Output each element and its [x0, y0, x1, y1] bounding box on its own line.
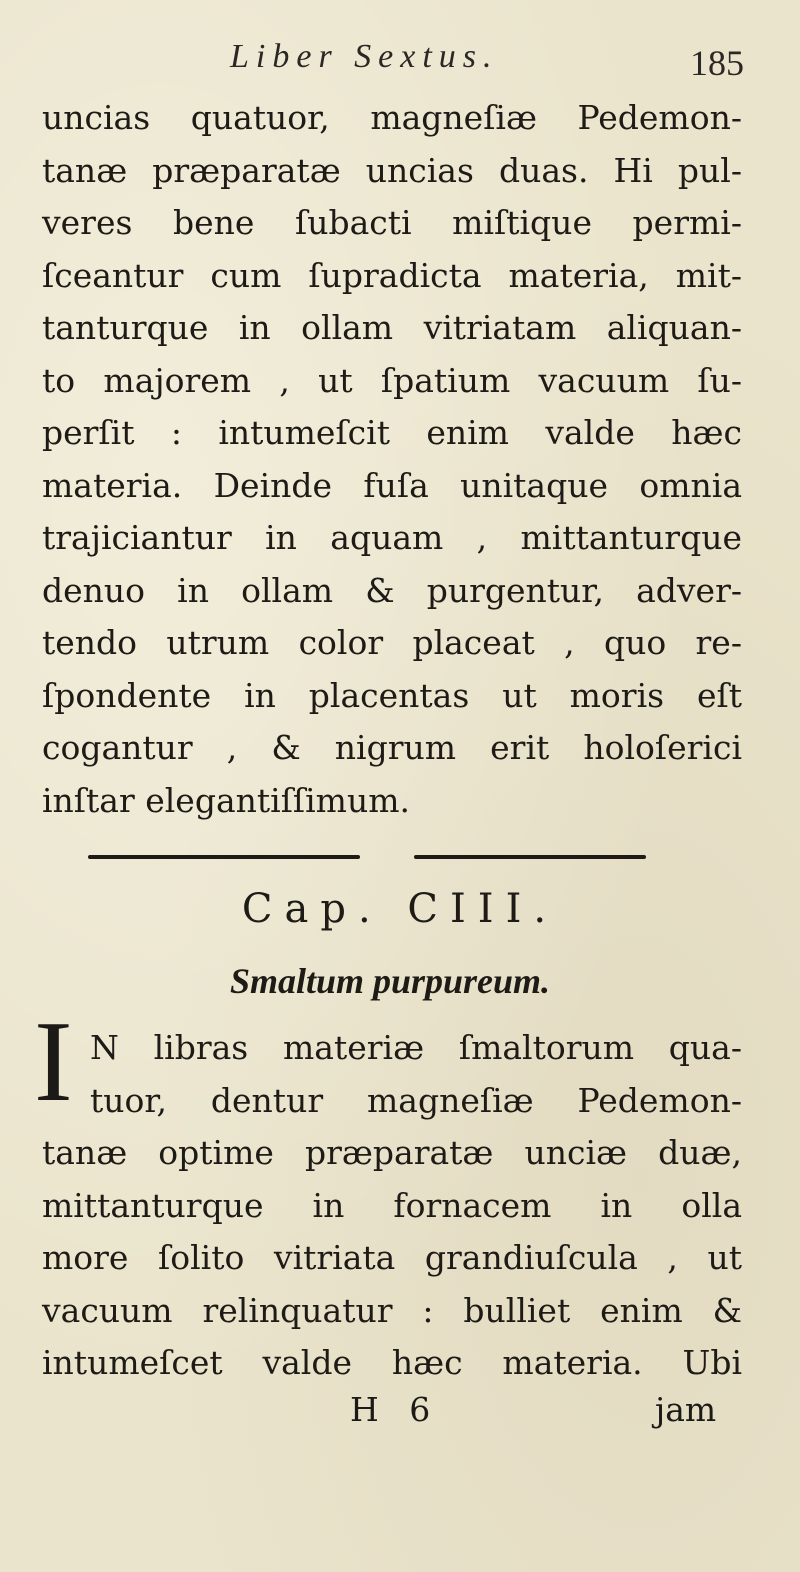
- text-line: materia. Deinde fuſa unitaque omnia: [42, 465, 742, 505]
- text-line: tanæ præparatæ uncias duas. Hi pul-: [42, 150, 742, 190]
- chapter-subtitle: Smaltum purpureum.: [229, 961, 551, 1001]
- text-line: uncias quatuor, magneſiæ Pedemon-: [42, 98, 742, 137]
- text-line: N libras materiæ ſmaltorum qua-: [90, 1028, 742, 1067]
- text-line: inſtar elegantiſſimum.: [42, 780, 411, 820]
- text-line: more ſolito vitriata grandiuſcula , ut: [42, 1238, 742, 1277]
- text-line: ſceantur cum ſupradicta materia, mit-: [42, 255, 742, 295]
- catchword: jam: [655, 1390, 717, 1429]
- text-line: to majorem , ut ſpatium vacuum ſu-: [42, 360, 742, 400]
- text-line: ſpondente in placentas ut moris eſt: [42, 675, 742, 715]
- page-footer: [0, 1390, 800, 1442]
- text-line: perſit : intumeſcit enim valde hæc: [42, 413, 742, 452]
- section-divider: [88, 852, 648, 862]
- text-line: vacuum relinquatur : bulliet enim &: [42, 1290, 742, 1330]
- text-line: denuo in ollam & purgentur, adver-: [42, 570, 742, 610]
- page-number: 185: [690, 43, 744, 83]
- text-line: cogantur , & nigrum erit holoſerici: [42, 728, 742, 767]
- running-head: Liber Sextus.: [230, 38, 499, 75]
- divider-rule-left: [88, 855, 360, 859]
- drop-cap: I: [34, 998, 73, 1126]
- text-line: mittanturque in fornacem in olla: [42, 1185, 742, 1225]
- text-line: trajiciantur in aquam , mittanturque: [42, 518, 742, 557]
- text-line: tanæ optime præparatæ unciæ duæ,: [42, 1133, 742, 1172]
- text-line: tanturque in ollam vitriatam aliquan-: [42, 308, 742, 347]
- paragraph-2: [42, 1022, 742, 1390]
- paragraph-1: [42, 92, 742, 827]
- text-line: tendo utrum color placeat , quo re-: [42, 623, 742, 662]
- signature-mark: H 6: [350, 1390, 441, 1429]
- divider-rule-right: [414, 855, 646, 859]
- chapter-title: Cap. CIII.: [241, 886, 559, 932]
- text-line: veres bene ſubacti miſtique permi-: [42, 203, 742, 242]
- text-line: intumeſcet valde hæc materia. Ubi: [42, 1343, 742, 1382]
- text-line: tuor, dentur magneſiæ Pedemon-: [90, 1080, 742, 1120]
